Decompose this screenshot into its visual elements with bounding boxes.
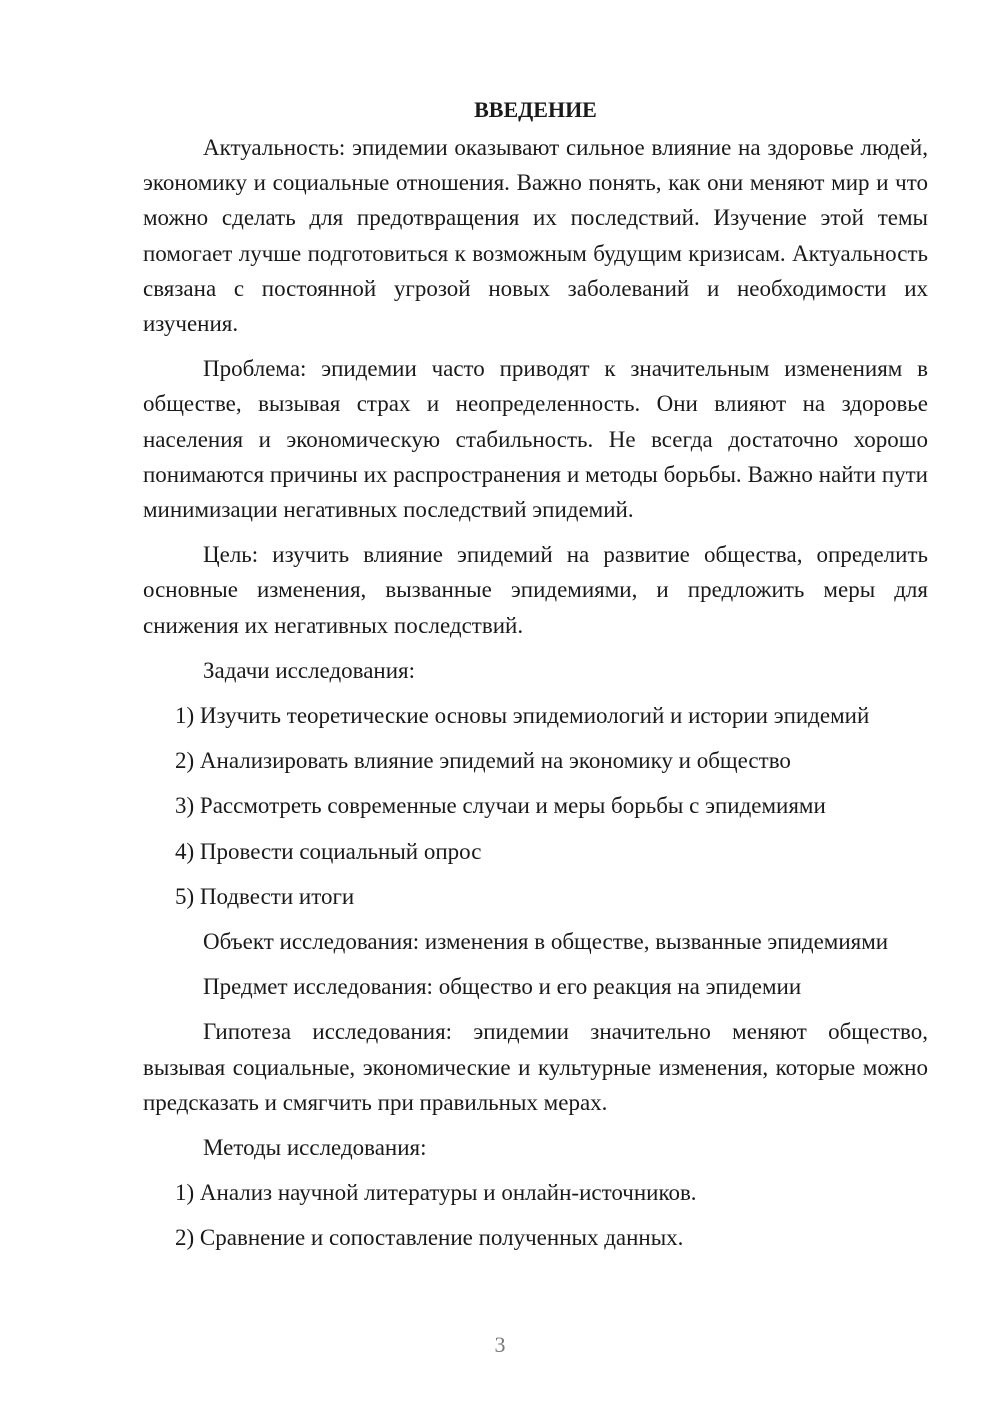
hypothesis-paragraph: Гипотеза исследования: эпидемии значительно меняют общество, вызывая социальные, экономические и культурные изменения, которые можно предсказать и смягчить при правильных мерах.	[143, 1019, 928, 1115]
problem-paragraph: Проблема: эпидемии часто приводят к значительным изменениям в обществе, вызывая страх и неопределенность. Они влияют на здоровье населения и экономическую стабильность. Не всегда достаточно хорошо понимаются причины их распространения и методы борьбы. Важно найти пути минимизации негативных последствий эпидемий.	[143, 356, 928, 523]
relevance-paragraph: Актуальность: эпидемии оказывают сильное влияние на здоровье людей, экономику и социальные отношения. Важно понять, как они меняют мир и что можно сделать для предотвращения их последствий. Изучение этой темы помогает лучше подготовиться к возможным будущим кризисам. Актуальность связана с постоянной угрозой новых заболеваний и необходимости их изучения.	[143, 135, 928, 337]
methods-heading: Методы исследования:	[203, 1135, 427, 1161]
list-item: 2) Анализировать влияние эпидемий на экономику и общество	[175, 748, 791, 774]
list-item: 3) Рассмотреть современные случаи и меры борьбы с эпидемиями	[175, 793, 826, 819]
list-item: 5) Подвести итоги	[175, 883, 355, 909]
list-item: 4) Провести социальный опрос	[175, 838, 482, 864]
list-item: 1) Анализ научной литературы и онлайн-источников.	[175, 1180, 697, 1206]
list-item: 2) Сравнение и сопоставление полученных данных.	[175, 1225, 684, 1251]
tasks-heading: Задачи исследования:	[203, 657, 416, 683]
goal-paragraph: Цель: изучить влияние эпидемий на развитие общества, определить основные изменения, вызванные эпидемиями, и предложить меры для снижения их негативных последствий.	[143, 542, 928, 638]
object-paragraph: Объект исследования: изменения в обществе, вызванные эпидемиями	[203, 929, 889, 955]
subject-paragraph: Предмет исследования: общество и его реакция на эпидемии	[203, 974, 802, 1000]
list-item: 1) Изучить теоретические основы эпидемиологий и истории эпидемий	[175, 703, 870, 729]
methods-list	[143, 1175, 928, 1255]
document-page	[143, 95, 928, 1266]
page-title: ВВЕДЕНИЕ	[474, 97, 597, 122]
tasks-list	[143, 698, 928, 914]
page-number: 3	[494, 1332, 506, 1357]
